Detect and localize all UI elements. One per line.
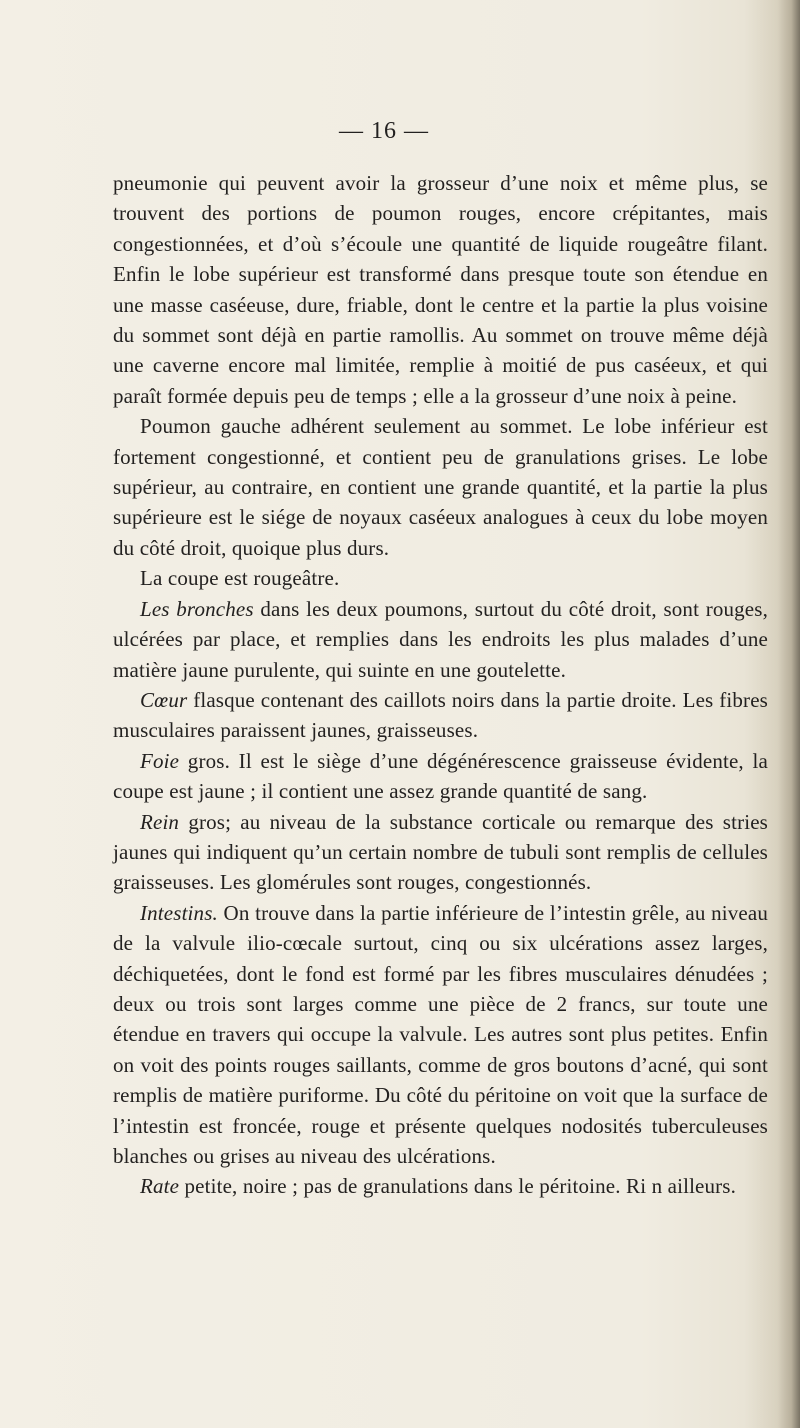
paragraph-liver bbox=[113, 746, 768, 807]
paragraph-lead-bronchi: Les bronches bbox=[140, 596, 254, 621]
paragraph-text: flasque contenant des caillots noirs dans la partie droite. Les fibres musculaires paraissent jaunes, graisseuses. bbox=[113, 687, 768, 743]
paragraph-text: gros. Il est le siège d’une dégénérescence graisseuse évidente, la coupe est jaune ; il contient une assez grande quantité de sang. bbox=[113, 748, 768, 804]
body-text bbox=[113, 168, 768, 1202]
paragraph-heart bbox=[113, 685, 768, 746]
paragraph-text: dans les deux poumons, surtout du côté droit, sont rouges, ulcérées par place, et remplies dans les endroits les plus malades d’une matière jaune purulente, qui suinte en une goutelette. bbox=[113, 596, 769, 682]
paragraph-lead-liver: Foie bbox=[140, 748, 180, 773]
paragraph-text: pneumonie qui peuvent avoir la grosseur d’une noix et même plus, se trouvent des portions de poumon rouges, encore crépitantes, mais congestionnées, et d’où s’écoule une quantité de liquide rougeâtre filant. Enfin le lobe supérieur est transformé dans presque toute son étendue en une masse caséeuse, dure, friable, dont le centre et la partie la plus voisine du sommet sont déjà en partie ramollis. Au sommet on trouve même déjà une caverne encore mal limitée, remplie à moitié de pus caséeux, et qui paraît formée depuis peu de temps ; elle a la grosseur d’une noix à peine. bbox=[113, 171, 768, 408]
paragraph-text: gros; au niveau de la substance corticale ou remarque des stries jaunes qui indiquent qu’un certain nombre de tubuli sont remplis de cellules graisseuses. Les glomérules sont rouges, congestionnés. bbox=[113, 809, 768, 895]
paragraph-intestines bbox=[113, 898, 768, 1172]
paragraph-kidney bbox=[113, 807, 768, 898]
paragraph-cut-section bbox=[113, 563, 768, 593]
paragraph-lead-spleen: Rate bbox=[140, 1174, 180, 1199]
paragraph-right-lung-continued bbox=[113, 168, 768, 411]
page-edge-shadow bbox=[778, 0, 800, 1428]
paragraph-bronchi bbox=[113, 594, 768, 685]
paragraph-left-lung bbox=[113, 411, 768, 563]
paragraph-lead-intestines: Intestins. bbox=[140, 900, 218, 925]
page-number: — 16 — bbox=[339, 118, 429, 144]
paragraph-text: On trouve dans la partie inférieure de l’intestin grêle, au niveau de la valvule ilio-cœcale surtout, cinq ou six ulcérations assez larges, déchiquetées, dont le fond est formé par les fibres musculaires dénudées ; deux ou trois sont larges comme une pièce de 2 francs, sur toute une étendue en travers qui occupe la valvule. Les autres sont plus petites. Enfin on voit des points rouges saillants, comme de gros boutons d’acné, qui sont remplis de matière puriforme. Du côté du péritoine on voit que la surface de l’intestin est froncée, rouge et présente quelques nodosités tuberculeuses blanches ou grises au niveau des ulcérations. bbox=[113, 900, 768, 1168]
paragraph-text: La coupe est rougeâtre. bbox=[140, 566, 340, 591]
paragraph-text: Poumon gauche adhérent seulement au sommet. Le lobe inférieur est fortement congestionné, et contient peu de granulations grises. Le lobe supérieur, au contraire, en contient une grande quantité, et la partie la plus supérieure est le siége de noyaux caséeux analogues à ceux du lobe moyen du côté droit, quoique plus durs. bbox=[113, 414, 768, 560]
paragraph-text: petite, noire ; pas de granulations dans le péritoine. Ri n ailleurs. bbox=[179, 1174, 737, 1199]
paragraph-spleen bbox=[113, 1171, 768, 1201]
paragraph-lead-kidney: Rein bbox=[140, 809, 180, 834]
paragraph-lead-heart: Cœur bbox=[140, 687, 188, 712]
